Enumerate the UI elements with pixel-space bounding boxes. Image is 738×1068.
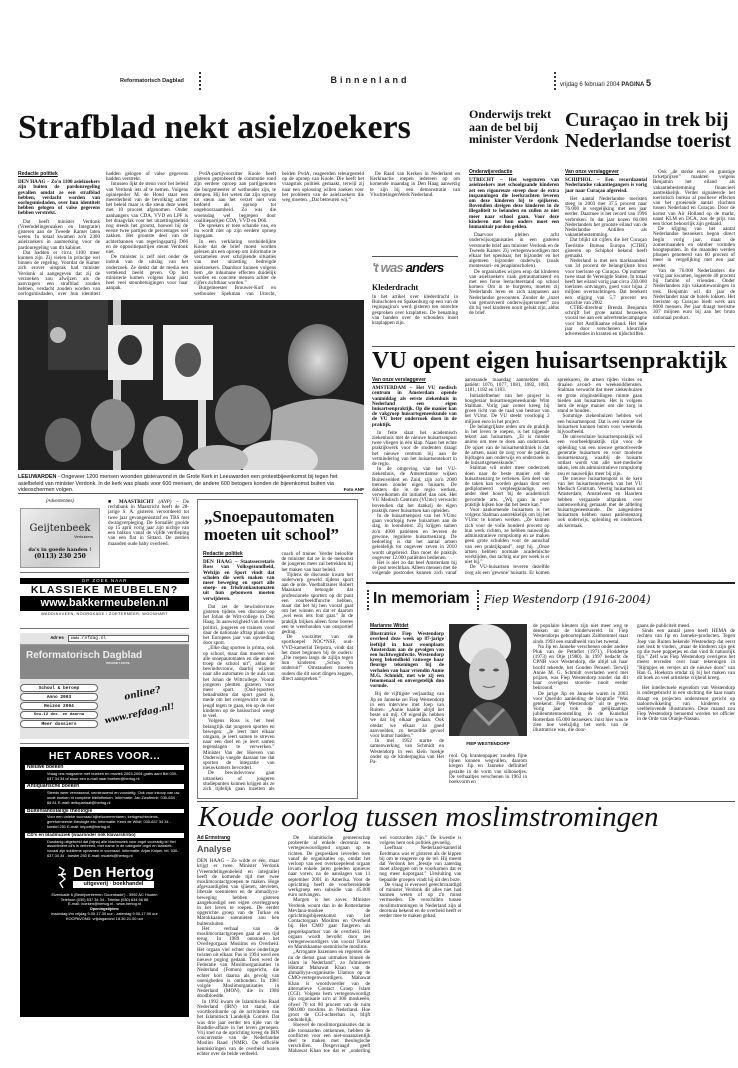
divider <box>372 346 735 347</box>
logo-tagline: uitgeverij · boekhandel <box>73 881 154 888</box>
den-hertog-figure-icon <box>55 865 69 889</box>
menu-item[interactable]: Anno 2003 <box>20 693 98 701</box>
paragraph: Het aantal Nederlandse toeristen steeg in 2003 met 37,5 procent naar 76.000 in vergelijking met een jaar eerder. Daarmee is het record van 1996 verbroken. In dat jaar kozen 66.000 Nederlanders het grootste eiland van de Nederlandse Antillen als vakantiebestemming. <box>565 195 647 239</box>
menu-item[interactable]: Meer dossiers <box>20 720 98 728</box>
byline: Ad Ermstrang <box>197 835 231 841</box>
article-intro: SCHIPHOL – Een recordaantal Nederlandse vakantiegangers is vorig jaar naar Curaçao afgereisd. <box>565 177 647 194</box>
fiep-westendorp-photo <box>449 624 527 736</box>
den-hertog-logo <box>25 865 184 889</box>
divider <box>20 628 189 629</box>
refdag-logo-banner <box>20 645 189 679</box>
byline: Onderwijsredactie <box>469 169 513 175</box>
ad-section-text: Vraag ons magazine met boeken en muziek 2003-2004 gratis aan! Bel 030-637 34 34 of stuur een e-mail naar boeken@hertog.nl. <box>47 770 178 781</box>
byline: Redactie politiek <box>203 551 243 557</box>
lead-headline: Strafblad nekt asielzoekers <box>18 109 411 146</box>
ad-email[interactable]: E-mail: boeken@hertog.nl - www.hertog.nl <box>68 901 141 907</box>
protest-photo <box>18 300 364 470</box>
paragraph: In het artikel over klederdracht in Bunschoten en Spakenburg op een van de regiopagina's werd gisteren ten onrechte gesproken over kraplatten. De benaming van banden over de schouders moet kraplappen zijn. <box>372 294 458 327</box>
paragraph: Dat heeft minister Verdonk (Vreemdelingenzaken en Integratie) gisteren aan de Tweede Kamer laten weten. In totaal kwamen zo'n 2300 asielzoekers in aanmerking voor de pardonregeling van dit kabinet. <box>18 218 100 251</box>
photo-credit: Foto ANP <box>343 487 364 492</box>
paragraph: De VU-huisartsen leveren dezelfde zorg als een 'gewone' huisarts. Er komen spreekuren, de artsen rijden visites en draaien avond- en weekenddiensten. Stalman verwacht dat meer ziekenhuizen en grote zorginstellingen ruimte gaan bieden aan huisartsen. Het is volgens hem de enige manier om die zorg in stand te houden. <box>464 377 643 576</box>
source: (ANP) <box>158 499 172 505</box>
maastricht-brief: ■ MAASTRICHT (ANP) – De rechtbank in Maastricht heeft de 28-jarige S. A. gisteren veroordeeld tot twee jaar gevangenisstraf en TBS met dwangverpleging. De Somaliër gooide op 15 april vorig jaar zijn nichtje van een balkon vanaf de vijfde verdieping van een flat in Sittard. De zestien maanden oude baby overleed. <box>108 499 189 547</box>
memoriam-name: Fiep Westendorp (1916-2004) <box>484 593 651 606</box>
paragraph: Intussen lijkt de steun voor het beleid van Verdonk iets af te nemen. Volgens opiniepeiler M. de Hond staat een meerderheid van de bevolking achter het beleid maar is die steun deze week met 10 procent afgenomen. Onder aanhangers van CDA, VVD en LPF is het draagvlak voor het uitzettingsbeleid nog steeds het grootst, hoewel bij de eerste twee partijen de percentages wel zakken. Het grootste deel van de achterbannen van regeringspartij D66 en de oppositiepartijen steunt Verdonk niet. <box>106 181 188 256</box>
protest-photo-image <box>18 300 364 470</box>
page-number: 5 <box>645 78 651 88</box>
ad-phone: (0113) 230 250 <box>34 553 86 560</box>
twas-anders-logo <box>372 260 443 275</box>
paragraph: „Elke dag sporten is prima, ook op school, maar dan moeten wel alle snoepautomaten en die andere troep de school uit”, aldus de bewindsvrouw, daarbij wijzend naar alle automaten in de aula van het Johan de Wittcollege. Vooral jongeren pleitten gisteren voor meer sport. (Oud-)sporters benadrukten dat sport goed is, mede om het overgewicht van de jeugd tegen te gaan, ten op de vier kinderen op de basisschool weegt te veel. <box>203 645 275 720</box>
logo-part: anders <box>405 260 444 275</box>
article-intro: Illustratrice Fiep Westendorp overleed deze week op 87-jarige leeftijd in haar woonplaats Amsterdam aan de gevolgen van een luchtweginfectie. Westendorp kreeg bekendheid vanwege haar fleurige tekeningen bij de verhalen van haar vriendin Annie M.G. Schmidt, met wie zij een fenomenaal en onvergetelijk duo vormde. <box>370 631 444 690</box>
paragraph: Initiatiefnemer van het project is hoogleraar huisartsengeneeskunde Wim Stalman. Vorig jaar zomer kreeg hij groen licht van de raad van bestuur van het VUmc. De VU steekt voorlopig 2 miljoen euro in het project. <box>464 392 550 425</box>
brief-text: – De rechtbank in Maastricht heeft de 28-jarige S. A. gisteren veroordeeld tot twee jaar gevangenisstraf en TBS met dwangverpleging. De Somaliër gooide op 15 april vorig jaar zijn nichtje van een balkon vanaf de vijfde verdieping van een flat in Sittard. De zestien maanden oude baby overleed. <box>108 499 189 547</box>
byline: Marianne Witdet <box>370 623 409 629</box>
onderwijs-headline: Onderwijs trekt aan de bel bij minister Verdonk <box>469 107 559 147</box>
ad-section-text: Steeds weer verrassend, vernieuwend en voordelig. Ook voor inkoop van uw oude boeken of complete bibliotheken. Informatie: Jan Zwoferink: 030-634 66 81 E-mail: antiquariaat@hertog.nl <box>47 790 180 805</box>
paragraph: Ook „de sterke euro en gunstige ticketprijzen” maakten volgens Benjamin het eiland als vakantiebestemming financieel aantrekkelijk. Verder signaleerde het toeristisch bureau al positieve effecten van het groeiende aantal vluchten tussen Nederland en Curaçao. Door de komst van Air Holland op de markt, naast KLM en DCA, zou de prijs van een ticket behoorlijk zijn gedaald. <box>653 169 735 228</box>
ad-url[interactable]: www.bakkermeubelen.nl <box>20 596 189 611</box>
curacao-body <box>565 170 735 344</box>
snoep-body <box>203 552 353 795</box>
menu-item[interactable]: Sow-12 dec. en daarna <box>20 711 98 719</box>
paragraph: De islamitische gemeenschap probeerde al enkele decennia een vertegenwoordigend orgaan op te richten. De gesprekken leverden toen vanaf de organisaties op, omdat het verloop van een overkoepelend orgaan lovam enkele jaren geleden opnieuw naar voren, na de aanslagen van 11 september 2001 in Amerika. Voor de oprichting heeft de voorbereidende werkgroep een subsidie van 45.000 euro ontvangen. <box>288 835 371 899</box>
ad-koopavond: KOOPAVOND: vrijdagavond 18.30-21.00 uur <box>65 915 144 921</box>
paragraph: De minister is zelf niet onder de indruk van de uitslag van het onderzoek. Ze denkt dat de media een vertekend beeld geven. Op het ministerie komen volgens haar juist heel veel steunbetuigingen voor haar aanpak. <box>106 254 188 292</box>
memoriam-col1 <box>370 624 444 796</box>
byline: Van onze verslaggever <box>565 169 619 175</box>
logo: Reformatorisch Dagblad <box>26 650 143 661</box>
paragraph: De voorzitter van de sportkoepel NOC*NSF, oud-VVD-kamerlid Terpstra, vindt dat het moet beginnen bij de ouders: „Die roepen langs de zijlijn tegen hun kinderen: „Schop 'm onderuit!” Omstanders moeten ouders die dit soort dingen zeggen, direct aanspreken.” <box>281 634 353 682</box>
section-title: Binnenland <box>330 75 410 85</box>
lead-article-col5 <box>370 172 460 250</box>
paragraph: De universitaire huisartsenpraktijk wil een voorbeeldpraktijk zijn voor de opleiding van een nieuwe gemotiveerde generatie huisartsen en voor moderne huisartsenzorg, waarbij de huisarts ontlast wordt van alle niet-medische taken, iets als administratieve rompslomp zou er nauwelijks meer bij zijn. <box>557 434 643 477</box>
paragraph: CTBE-directeur Brenda Benjamin schrijft het grote aantal bezoekers vooral toe aan een advertentiecampagne voor het Antilliaanse eiland. Het hele jaar door verschenen kleurrijke advertenties in kranten en tijdschriften. <box>565 305 647 338</box>
paragraph: De Raad van Kerken in Nederland en Kerkinactie roepen iedereen op om komende maandag in Den Haag aanwezig te zijn bij een demonstratie van VluchtelingenWerk Nederland. <box>370 171 460 198</box>
paragraph: In de omgeving van het VU-ziekenhuis, de Amsterdamse wijken Buitenveldert en Zuid, zijn zo'n 2000 mensen zonder eigen huisarts. De dokters die in de regio werken, verwelkomen dit initiatief dan ook. Het VU Medisch Centrum (VUmc) verwacht bovendien dat het dankzij de eigen praktijk meer huisartsen kan opleiden. <box>372 466 457 514</box>
paragraph: Na Jip en Janneke verschenen onder andere Pluk van de Petteflet (1971), Floddertje (1973) en Otje (1980). In 1997 bedacht de CPNB voor Westendorp, die altijd uit haar hoofd tekende, het Gouden Penseel. Terwijl Annie M. G. Schmidt overladen werd met prijzen, was Fiep Westendorp zonder dat dit haar overigens stoorde- nooit eerder bekroond. <box>533 643 628 692</box>
memoriam-divider <box>477 590 479 610</box>
advertisements-label: (Advertenties) <box>45 498 74 503</box>
memoriam-col5 <box>637 624 735 796</box>
koude-headline: Koude oorlog tussen moslimstromingen <box>198 801 659 833</box>
paragraph: Bij de vijftigste verjaardag van Jip en Janneke zei Fiep Westendorp in een interview met Joep van Ruiten: „Annie haalde altijd het beste uit mij. Of eigenlijk hebben we dat bij elkaar gedaan. Ook omdat we elkaar zo goed aanvoelden, zo hetzelfde gevoel voor humor hadden.” <box>370 691 444 740</box>
divider <box>372 256 458 257</box>
paragraph: De nieuwe huisartsenpost is de kern van het huisartsennetwerk van het VU Medisch Centrum. Veertig huisartsen uit Amsterdam, Amstelveen en Haarlem hebben vergaande afspraken over samenwerking gemaakt met de afdeling huisartsgeneeskunde. De aangesloten huisartsen hebben naast patiëntenzorg ook onderwijs, opleiding en onderzoek als kerntaak. <box>557 475 643 529</box>
dateline: MAASTRICHT <box>118 499 154 505</box>
paragraph: De belangrijkste reden om de praktijk in het leven te roepen, is het nijpende tekort aan huisartsen. „Er is minder animo om mee te doen aan onderzoek. De opzet van de huisartsenkliniek is dat de artsen, naast de zorg voor de patiënt, bijdragen aan onderwijs en onderzoek in de huisartsgeneeskunde.” <box>464 423 550 467</box>
paragraph: In feite slaat het academisch ziekenhuis met de nieuwe huisartsenpost twee vliegen in één klap. Naast het echte praktijkwerk voor de studenten draagt het nieuwe centrum bij aan de vermindering van het huisartsentekort in de regio. <box>372 429 457 468</box>
address-input[interactable]: www.refdag.nl <box>68 635 189 642</box>
memoriam-title: In memoriam <box>373 590 470 607</box>
paragraph: De sprekers er toen schande van, en nu wordt niet op zijn eerdere oproep ingegaan. <box>194 223 276 240</box>
paragraph: In 1992 kwam de Islamitische Raad Nederland (IRN) tot stand, die voortborduurde op de activiteiten van het Islamitisch Landelijk Comité. Dat was drie jaar eerder ten tijde van de Rushdie-affaire in het leven geroepen. Vrij snel na de oprichting kreeg de IRN concurrentie van de Nederlandse Moslim Raad (NMR). De officiële kenniskringen van de overheid waren echter over de beide verdeeld. <box>197 998 280 1057</box>
paragraph: Tijdens de discussie kwam het onderwerp geweld tijdens sport aan de orde. Voetbaltrainer Robert Maaskant betoogde dat professionele sporters op dit punt een voorbeeldfunctie hebben, maar dat het bij hen vooral gaat om het winnen en dat er daarom „wel eens iets fout gaat.” In de praktijk blijken alleen forse boetes een te weerhouden van onsportief gedrag. <box>281 571 353 636</box>
portrait-image <box>449 624 527 736</box>
refdag-ad[interactable] <box>20 633 189 739</box>
ad-section-text: Voor een unieke voorraad bijbelcommentaren, kerkgeschiedenis, gereformeerde theologie etc. Informatie: Kees de Wildt: 030-637 34 34 - toestel 251 E-mail: import@hertog.nl <box>47 814 171 829</box>
ad-address: Elzenkade 6 (Bedrijventerrein 'Doornkade') - 3992 AC Houten <box>51 891 158 897</box>
memoriam-divider <box>367 590 369 610</box>
paragraph: de populaire kleuters zijn niet meer weg te denken uit de kinderwereld. In Fiep Westendorps geboorteplaats Zaltbommel staat sinds 1993 een standbeeld van het tweetal. <box>533 623 628 645</box>
logo-part: 't was <box>372 260 403 275</box>
paragraph: gaans de publiciteit meed. <box>637 623 691 629</box>
paragraph: Het intellectuele eigendom van Westendorp is ondergebracht in een stichting die haar naam draagt en projecten ondersteunt gericht op taalontwikkeling van kinderen en veelbelovende illustratoren. Deze maand zou Fiep Westendorp benoemd worden tot officier in de Orde van Oranje-Nassau. <box>637 685 735 723</box>
page-info <box>560 78 651 88</box>
vu-headline: VU opent eigen huisartsenpraktijk <box>372 348 728 374</box>
ad-url[interactable]: www.refdag.nl! <box>103 701 176 727</box>
ad-headline: KLASSIEKE MEUBELEN? <box>30 584 179 596</box>
paragraph: De stijging van het aantal Nederlandse bezoekers begon direct begin vorig jaar, maar de zomermaanden en oktober vormden hoogtepunten. In die maanden werden pluspen genoteerd van 60 procent of meer in vergelijking met een jaar eerder. <box>653 226 735 269</box>
paragraph: De bewindsvrouw gaat uitzoeken of jongeren studiepunten kunnen krijgen als ze zich tijdelijk gaan inzetten als coach of trainer. Verder beloofde de minister dat ze in de toekomst de jongeren meer zal betrekken bij het maken van haar beleid. <box>203 551 353 792</box>
article-intro: DEN HAAG – Staatssecretaris Ross van Volksgezondheid, Welzijn en Sport vindt dat scholen die werk maken van meer beweging en sport alle snoep- en frisdrankautomaten uit hun gebouwen moeten verwijderen. <box>203 559 275 602</box>
divider <box>20 743 189 744</box>
ad-locations: WADDINXVEEN: NOORDKADE / ZOETERMEER: WOONHART <box>41 612 168 616</box>
paragraph: Dat zei de bewindsvrouw gisteren tijdens een discussie op het Johan de Witt-college in Den Haag. In aanwezigheid van diverse politici, jongeren en trainers vond daar de nationale aftrap plaats van het Europees jaar van opvoeding door sport. <box>203 603 275 647</box>
paragraph: Voor aankomende huisartsen is het volgens Stalman aantrekkelijk om bij het VUmc te komen werken. „Ze kunnen zich voor de volle honderd procent op hun werk richten, ze hebben nauwelijks administratieve rompslomp en ze maken geen grote schulden voor de aanschaf van een praktijkpand”, zegt hij. „Onze artsen hebben normale academische werktijden, dus tachtig uur per week is er niet bij.” <box>464 507 550 566</box>
paragraph: Leefbaar Nederland-kamerlid Eerdmans was er gisteren als de kippen bij om te reageren op de rel. Hij meent dat Verdonk het „feestje van zaterdag moet afzeggen om te voorkomen dat er nog meer kopotgaat.” Uitsluiting van bepaalde groepen vindt hij uit den boze. <box>379 845 462 883</box>
ad-slogan: da's in goede handen ! <box>28 547 92 553</box>
paragraph: In de huisartsenpost van het VUmc gaan voorlopig twee huisartsen aan de slag, in loondienst. Zij krijgen samen zo'n 4000 patiënten en leveren de gewone, reguliere huisartsenzorg. De bedoeling is dat het aantal artsen geleidelijk tot ongeveer zeven in 2010 wordt uitgebreid. Dan moet de praktijk ongeveer 12.000 patiënten bedienen. <box>372 513 457 561</box>
koude-body <box>197 836 735 1062</box>
divider <box>366 582 735 584</box>
header-divider <box>199 72 201 90</box>
header-divider <box>554 72 556 90</box>
curacao-headline: Curaçao in trek bij Nederlandse toerist <box>565 109 732 152</box>
divider <box>20 572 189 573</box>
ad-title: HET ADRES VOOR... <box>48 750 161 762</box>
paragraph: De organisaties wijzen erop dat kinderen van asielzoekers vaak getraumatiseerd en met een forse leerachterstand op school komen. Om in te burgeren, moeten zij Nederlands leren en zich aanpassen aan Nederlandse gewoonten. Zonder de „inzet van gemotiveerd onderwijspersoneel” zou dit bij veel kinderen nooit gelukt zijn, aldus de brief. <box>469 268 559 317</box>
paragraph: Het is niet zo dat heel Amsterdam bij de post terechtkan. Alleen mensen met de volgende postcodes kunnen zich vanaf aanstaande maandag aanmelden als patiënt: 1076, 1077, 1081, 1082, 1083, 1181, 1182 en 1183. <box>372 377 550 577</box>
paragraph: In mei 1952 startte de samenwerking van Schmidt en Westendorp in een klein hoekje onder op de kinderpagina van Het Pa- <box>370 738 444 766</box>
address-bar <box>20 633 189 645</box>
paragraph: Hoewel de moslimorganisaties dat in alle toonaarden ontkennen, hebben de conflicten voor een niet-onaanzienlijk deel te maken met theologische verschillen. Desgevraagd geeft Mahawat Khan toe dat er „onderling wel voorzorden zijn.” De kwestie is volgens hem ook politiek gevoelig. <box>288 835 462 1055</box>
photo-caption <box>18 474 364 494</box>
page-label: PAGINA <box>621 82 645 88</box>
twas-title: Klederdracht <box>372 283 419 292</box>
lead-article-body <box>18 172 364 298</box>
refdag-menu <box>20 683 98 729</box>
ad-phone: Telefoon (030) 637 34 34 - Telefax (030) 634 66 88 <box>60 896 149 902</box>
paragraph: Dat hadden er circa 1100 meer kunnen zijn. Zij vielen in principe wel binnen de regeling. Voordat de Kamer zich erover uitsprak had minister Verdonk al aangegeven dat zij de verzoeken zou afwijzen als de aanvragers een strafblad zouden hebben, verdacht zouden worden van oorlogsmisdaden, over hun identiteit hadden gelogen of valse gegevens hadden verstrekt. <box>18 171 188 298</box>
kicker: Analyse <box>197 844 232 855</box>
twas-text <box>372 295 458 340</box>
bakker-meubelen-ad[interactable] <box>20 578 189 622</box>
byline: Van onze verslaggever <box>372 377 426 383</box>
ad-subtitle: Verhuizers <box>74 534 93 539</box>
ad-slogan: online? <box>123 685 162 703</box>
caption-place: LEEUWARDEN <box>18 474 57 480</box>
ad-section-text: Dusdanig uitgebreid dat (bijna) alle bladmuziek voor orgel voorradig is! Het assortiment cd's is verbreed, met name in de categorie orgel en klassiek-vocaal zijn sublieme opnamen in voorraad. Informatie: Arjan Kuiper, tel. 030-637 34 34 - toestel 250 E-mail: muziek@hertog.nl <box>47 838 179 858</box>
paragraph: De vraag is evenwel gerechtvaardigd of minister Verdonk dit alles niet had kunnen weten of op z'n minst vermoeden. De verschillen tussen moslimstromingen in Nederland zijn al decennia bekend en de overheid heeft er eerder mee te maken gehad. <box>379 881 462 920</box>
memoriam-label <box>373 590 469 608</box>
paragraph: Morgen is het zover. Minister Verdonk woont dan in de Rotterdamse Mevlana-moskee de oprichtingsbijeenkomst van het Contactorgaan Moslims en Overheid bij. Het CMO gaat fungeren als gesprekspartner van de overheid. Het orgaan wordt bevolkt door zes vertegenwoordigers van vooral Turkse en Marokkaanse soennitische moslims. <box>288 897 371 951</box>
photo-caption: FIEP WESTENDORP <box>466 741 510 746</box>
paragraph: PvdA-partijvoorzitter Koole heeft gisteren geprobeerd de commotie rond zijn eerdere oproep aan partijgenoten die burgemeester of wethouder zijn, te dempen. Hij liet weten dat zijn oproep tot steun aan het verzet niet was bedoeld als oproep tot ongehoorzaamheid. Zo was die woensdag wel begrepen door coalitiepartijen CDA, VVD en D66. <box>194 171 276 224</box>
ad-section-title: Nieuwe boeken <box>25 765 184 770</box>
logo-text: Den Hertog <box>73 864 154 882</box>
ad-section-title: Buitenlandstalige theologie <box>25 809 184 814</box>
ad-hours: maandag t/m vrijdag 9.00-17.30 uur - zaterdag 9.00-17.00 uur <box>51 910 158 916</box>
onderwijs-body <box>469 170 559 343</box>
paragraph: Stalman wil onder meer onderzoek doen naar de beste manier om de huisartsenzorg te verlenen. Een deel van de taken kan worden gedaan door een gediplomeerd verpleegkundige, een ander deel hoort bij de academisch gevormde arts. „Wij gaan in onze praktijk kijken hoe dat het beste kan.” <box>464 465 550 508</box>
ad-top-text: OP ZOEK NAAR <box>20 578 189 584</box>
article-intro: DEN HAAG – Zo'n 1100 asielzoekers zijn buiten de pardonregeling gevallen omdat ze een strafblad hebben, verdacht worden van oorlogsmisdaden, over hun identiteit hebben gelogen of valse gegevens hebben verstrekt. <box>18 179 100 217</box>
paragraph: rool. Op krantenpapier zouden fijne lijnen kunnen wegvallen, daarom kregen Jip en Janneke definitief gestalte in de vorm van silhouetjes. De verhaaltjes verschenen in 1963 in boekvorm en <box>449 753 527 786</box>
menu-item[interactable]: School & beroep <box>20 684 98 692</box>
den-hertog-ad[interactable] <box>20 747 189 1017</box>
paragraph: Het verhaal van de moslimcontactgroepen gaat al een tijd terug. In 1989 ontstond het Overlegorgaan Moslims en Overheid. Het orgaan viel echter door onderlinge twisten uit elkaar. Pas in 1994 werd een nieuwe poging gedaan. Toen werd de Federatie van Moslimorganisaties in Nederland (Fomon) opgericht, die echter kort daarna als gevolg van onenigheden is ontbonden. In 1981 volgde Moslimorganisaties in Nederland (MON), die in 1986 doodbloedde. <box>197 925 280 1000</box>
article-intro: UTRECHT – Het wegsturen van asielzoekers met schoolgaande kinderen zet een rigoureuze streep door de extra inspanningen die leerkrachten leveren om deze kinderen bij te spijkeren. Bovendien dreigen deze kinderen in de illegaliteit te belanden en zullen ze niet meer naar school gaan. Voor deze kinderen met hun ouders moet een humanitair pardon gelden. <box>469 177 559 231</box>
paragraph: Daarvoor pleiten acht onderwijsorganisaties in een gisteren verstuurde brief aan minister Verdonk en de Tweede Kamer. Zij vertegenwoordigen met elkaar het openbaar, het bijzonder en het algemeen bijzonder onderwijs (zoals montessori- en jenaplanscholen). <box>469 232 559 270</box>
divider <box>18 493 363 494</box>
paragraph: DEN HAAG – Ze wilde er één, maar krijgt er twee. Minister Verdonk (Vreemdelingenbeleid en integratie) heeft de komende tijd met twee moslimcontactgroepen te maken. Hoge afgevaardigden van sjiieten, alevieten, liberale soennieten en de ahmadiyya-beweging hebben gisteren aangekondigd een eigen overleggroep in het leven te roepen. De eerder opgerichte groep van de Turkse en Marokkaanse soennieten zou hen buitensluiten. <box>197 858 280 927</box>
paragraph: Van de 76.000 Nederlanders die vorig jaar kwamen, logeerde 40 procent bij familie of vrienden. Onder Nederlanders zijn vakantiewoningen in trek. Benjamin wil dit jaar de Nederlander naar de hotels lokken. Het toerisme op Curaçao biedt werk aan 8000 mensen. Per jaar draagt toerisme 307 miljoen euro bij aan het bruto nationaal product. <box>653 267 735 321</box>
paragraph: Volgens Ross is het heel belangrijk dat jongeren sporten en bewegen: „Je leert met elkaar omgaan, je leert samen te streven naar een doel en je leert samen tegenslagen te verwerken.” Minister Van der Hoeven van Onderwijs voegde daaraan toe dat sporten de integratie van nieuwkomers bevordert. <box>203 718 275 772</box>
paper-name: Reformatorisch Dagblad <box>120 78 184 84</box>
paragraph: Sinds een aantal jaren heeft HEMA de rechten van Jip en Janneke-producten. Tegen Joep van Ruiten bekende Westendorp dat eerst niet leuk te vinden, „maar de kinderen zijn gek op die twee poppetjes en dan vind ik natuurlijk fijn.” Zelf was Fiep Westendorp overigens het meest tevreden over haar tekeningen in "Rijmpjes en versjes uit de nieuwe doos" van Han G. Hoekstra omdat zij bij het maken van dit boek zo veel artistieke vrijheid kreeg. <box>637 628 735 682</box>
vu-body <box>372 378 735 577</box>
memoriam-col3 <box>449 754 527 796</box>
logo-sub: INTERNET EDITIE <box>106 661 130 665</box>
memoriam-col4 <box>533 624 628 796</box>
ad-hours-label: Openingstijden: <box>89 906 120 912</box>
date: vrijdag 6 februari 2004 <box>560 82 620 88</box>
paragraph: Sommige ziekenhuizen hebben wel een huisartsenpost. Dat is een ruimte die huisartsen kunnen huren voor weekends bijvoorbeeld. <box>557 413 643 436</box>
paragraph: De jarige Jip en Janneke waren in 2003 voor Querido aanleiding de biografie "Was getekend: Fiep Westendorp" uit te geven. Vorig jaar trok de gelijknamige jubileumtentoonstelling in de Kunsthal Rotterdam 65.000 bezoekers. Juist hier was te zien hoe veelzijdig het werk van de illustratrice was, die door- <box>533 690 628 734</box>
paragraph: „Arrogante bazennen en regenten die nu de dienst gaan uitmaken binnen de islam in Nederland”, zo fulmineert Hikmat Mahawat Khan van de ahmadiyya-organisatie Ulamon op de CMO-vertegenwoordigers. Mahawat Khan is woordvoerder van de alternatieve Contact Groep Islam (CGI). Volgens hem vertegenwoordigt zijn organisatie zo'n al 300 moskeeën, ofwel 70 tot 80 procent van de ruim 900.000 moslims in Nederland. Hoe groot de CGI-achterban is, blijft onduidelijk. <box>288 949 371 1024</box>
ad-brand: Geijtenbeek <box>29 523 91 534</box>
ad-section-title: CD's en bladmuziek (waaronder ook klavarskribo) <box>25 833 184 838</box>
paragraph: In een verklaring verduidelijkte Koole dat de brief moest worden gelezen als een oproep om informatie te verzamelen over schrijnende situaties van met uitzetting bedreigde asielzoekers. Daardoor kunnen volgens hem „de inhumane effecten duidelijk worden en concrete mensen achter de cijfers zichtbaar worden.” <box>194 238 276 287</box>
ad-section-title: Antiquarische boeken <box>25 784 184 789</box>
snoep-headline: „Snoepautomaten moeten uit school” <box>204 507 340 544</box>
paragraph: Dat blijkt uit cijfers die het Curaçao Toerisme Bureau Europa (CTBE) gisteren op Schiphol bekend heeft gemaakt. <box>565 237 647 260</box>
paragraph: Nederland is met een marktaandeel van 34 procent de belangrijkste bron voor toerisme op Curaçao. Op nummer twee staat de Verenigde Staten. In totaal heeft het eiland vorig jaar circa 230.000 toeristen ontvangen, goed voor bijna 2 miljoen overnachtingen. Dat betekent een stijging van 5,7 procent ten opzichte van 2002. <box>565 258 647 306</box>
byline: Redactie politiek <box>18 171 58 177</box>
menu-item[interactable]: Reizen 2004 <box>20 702 98 710</box>
geijtenbeek-ad[interactable] <box>20 508 100 568</box>
article-intro: AMSTERDAM – Het VU medisch centrum in Amsterdam opende vanmiddag als eerste ziekenhuis in Nederland een eigen huisartsenpraktijk. Op die manier kan de vakgroep huisartsgeneeskunde van de VU beter onderzoek doen in de praktijk. <box>372 385 457 428</box>
paragraph: Burgemeester Brouwer-Korf en wethouder Spekman van Utrecht, beiden PvdA, reageerden teleurgesteld op de oproep van Koole. Die heeft het vraagstuk politiek gemaakt, terwijl zij naar een oplossing willen zoeken voor het probleem van de asielzoekers die weg moeten. „Dat betreuren wij.” <box>194 171 364 297</box>
address-label: Adres <box>50 636 64 641</box>
caption-text: - Ongeveer 1200 mensen woonden gisteravond in de Grote Kerk in Leeuwarden een protestbijeenkomst bij tegen het asielbeleid van minister Verdonk. In de kerk was plaats voor 600 mensen, de andere 600 betogers konden de bijeenkomst buiten via videoschermen volgen. <box>18 474 338 493</box>
